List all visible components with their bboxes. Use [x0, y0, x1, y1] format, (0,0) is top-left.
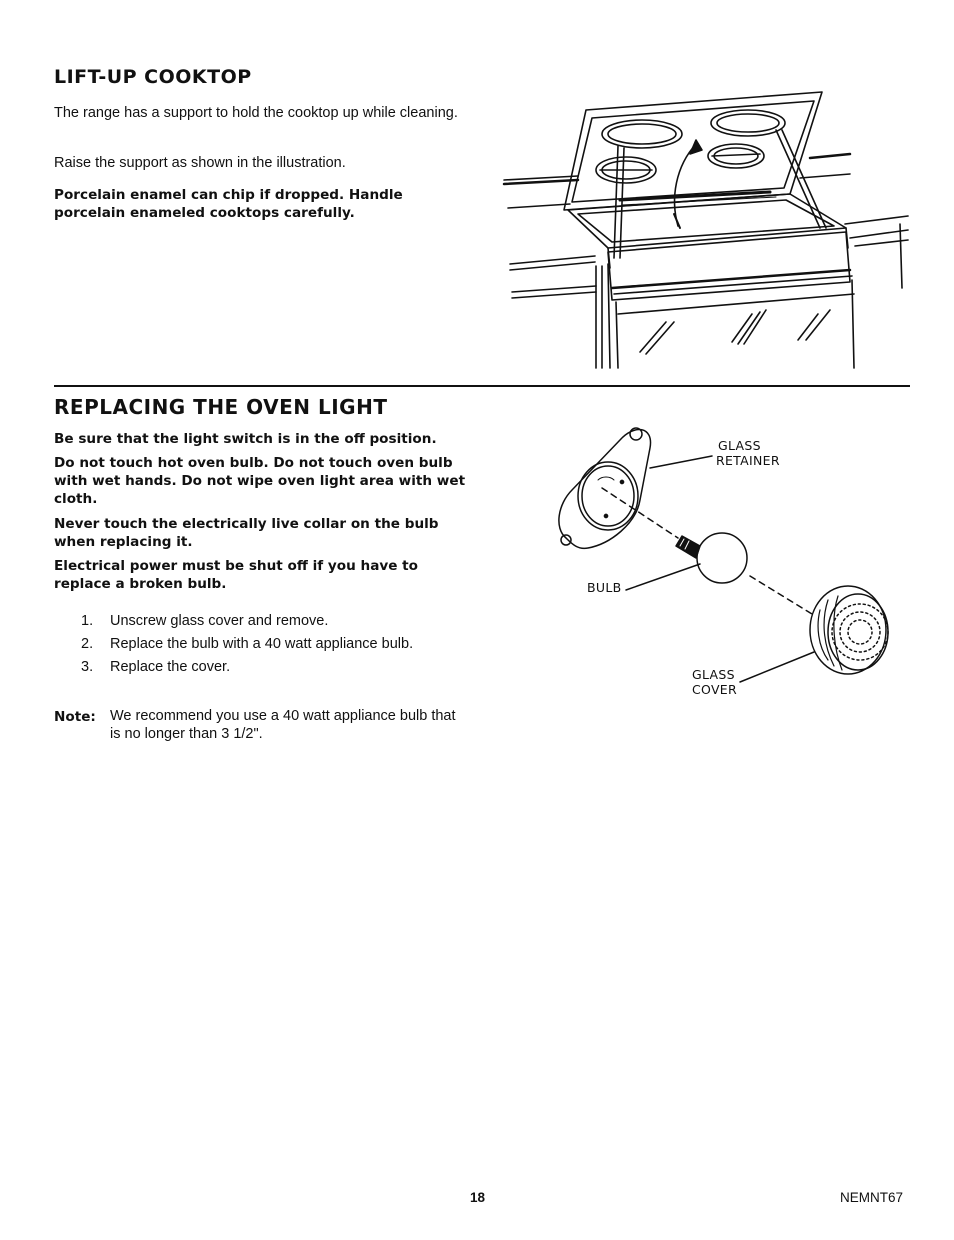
glass-retainer-label-2: RETAINER: [716, 453, 780, 468]
oven-light-steps: [81, 610, 481, 679]
oven-light-warning-2: Do not touch hot oven bulb. Do not touch oven bulb with wet hands. Do not wipe oven light area with wet cloth.: [54, 455, 466, 507]
oven-light-title: REPLACING THE OVEN LIGHT: [54, 395, 388, 419]
oven-light-warning-3: Never touch the electrically live collar on the bulb when replacing it.: [54, 516, 439, 550]
lift-up-warning: Porcelain enamel can chip if dropped. Handle porcelain enameled cooktops carefully.: [54, 187, 403, 221]
step-number: 2.: [81, 636, 94, 652]
oven-light-warning-4: Electrical power must be shut off if you have to replace a broken bulb.: [54, 558, 419, 592]
step-item: [81, 633, 481, 656]
page-number: 18: [470, 1190, 486, 1205]
glass-cover-label: GLASS: [692, 667, 735, 682]
step-number: 3.: [81, 659, 94, 675]
step-text: Replace the cover.: [110, 659, 231, 675]
step-item: [81, 610, 481, 633]
cooktop-illustration: [500, 88, 912, 372]
lift-up-para-1: The range has a support to hold the cooktop up while cleaning.: [54, 105, 458, 121]
bulb-label: BULB: [587, 580, 622, 595]
step-text: Replace the bulb with a 40 watt appliance bulb.: [110, 636, 414, 652]
note-text: We recommend you use a 40 watt appliance bulb that is no longer than 3 1/2".: [110, 708, 456, 742]
step-item: [81, 656, 481, 679]
lift-up-title: LIFT-UP COOKTOP: [54, 66, 252, 88]
lift-up-para-2: Raise the support as shown in the illustration.: [54, 155, 346, 171]
step-text: Unscrew glass cover and remove.: [110, 613, 329, 629]
oven-light-warning-1: Be sure that the light switch is in the off position.: [54, 431, 437, 447]
glass-retainer-label: GLASS: [718, 438, 761, 453]
section-divider: [54, 385, 910, 387]
document-code: NEMNT67: [840, 1190, 904, 1205]
step-number: 1.: [81, 613, 94, 629]
note-label: Note:: [54, 709, 96, 725]
glass-cover-label-2: COVER: [692, 682, 737, 697]
